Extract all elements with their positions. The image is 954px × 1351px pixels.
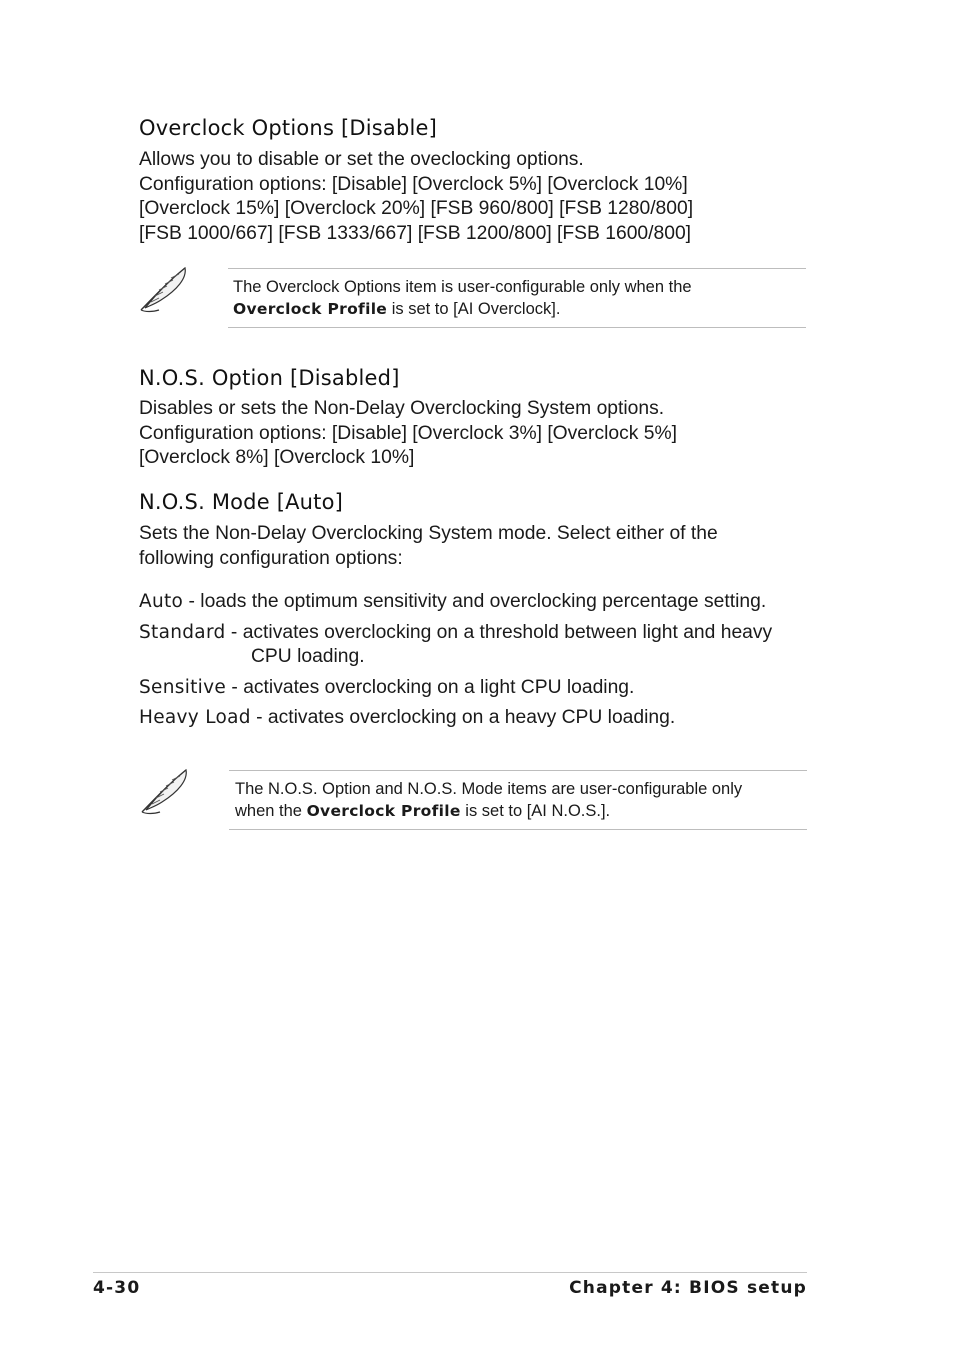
definition-term: Auto — [139, 591, 184, 612]
definition-auto — [139, 590, 829, 615]
definition-text: - loads the optimum sensitivity and overclocking percentage setting. — [183, 591, 767, 612]
note-term: Overclock Profile — [306, 802, 461, 820]
description-line: following configuration options: — [139, 547, 403, 569]
description-line: Configuration options: [Disable] [Overclock 5%] [Overclock 10%] — [139, 173, 688, 195]
chapter-title: Chapter 4: BIOS setup — [569, 1278, 807, 1298]
note-line — [233, 298, 803, 320]
feather-pen-icon — [137, 264, 191, 319]
note-text-prefix: when the — [235, 802, 307, 820]
description-line: [FSB 1000/667] [FSB 1333/667] [FSB 1200/800] [FSB 1600/800] — [139, 222, 692, 244]
feather-pen-icon — [138, 766, 192, 821]
note-box — [228, 268, 806, 328]
note-text-rest: is set to [AI Overclock]. — [387, 300, 561, 318]
overclock-options-description — [139, 148, 839, 246]
nos-option-heading: N.O.S. Option [Disabled] — [139, 366, 400, 390]
description-line: Allows you to disable or set the oveclocking options. — [139, 149, 584, 170]
note-text-rest: is set to [AI N.O.S.]. — [460, 802, 611, 820]
definition-term: Standard — [139, 622, 226, 643]
definition-heavy-load — [139, 706, 829, 731]
definition-standard — [139, 621, 829, 646]
nos-mode-heading: N.O.S. Mode [Auto] — [139, 490, 344, 514]
definition-sensitive — [139, 676, 829, 701]
overclock-options-heading: Overclock Options [Disable] — [139, 116, 438, 140]
nos-option-description — [139, 397, 839, 471]
note-line: The Overclock Options item is user-configurable only when the — [233, 278, 692, 296]
description-line: Sets the Non-Delay Overclocking System mode. Select either of the — [139, 523, 718, 544]
note-line: The N.O.S. Option and N.O.S. Mode items are user-configurable only — [235, 780, 743, 798]
nos-mode-description — [139, 522, 839, 571]
definition-text: - activates overclocking on a light CPU loading. — [226, 677, 635, 698]
definition-standard-continued: CPU loading. — [251, 646, 365, 667]
description-line: Disables or sets the Non-Delay Overclocking System options. — [139, 398, 665, 419]
description-line: Configuration options: [Disable] [Overclock 3%] [Overclock 5%] — [139, 422, 677, 444]
description-line: [Overclock 8%] [Overclock 10%] — [139, 447, 415, 468]
page-number: 4-30 — [93, 1278, 141, 1298]
note-term: Overclock Profile — [233, 300, 388, 318]
definition-term: Heavy Load — [139, 707, 251, 728]
definition-term: Sensitive — [139, 677, 227, 698]
footer-divider — [93, 1272, 807, 1273]
description-line: [Overclock 15%] [Overclock 20%] [FSB 960/800] [FSB 1280/800] — [139, 198, 694, 219]
note-line — [235, 800, 805, 822]
note-box — [229, 770, 807, 830]
definition-text: - activates overclocking on a heavy CPU loading. — [250, 707, 676, 728]
definition-text: - activates overclocking on a threshold between light and heavy — [225, 622, 773, 643]
